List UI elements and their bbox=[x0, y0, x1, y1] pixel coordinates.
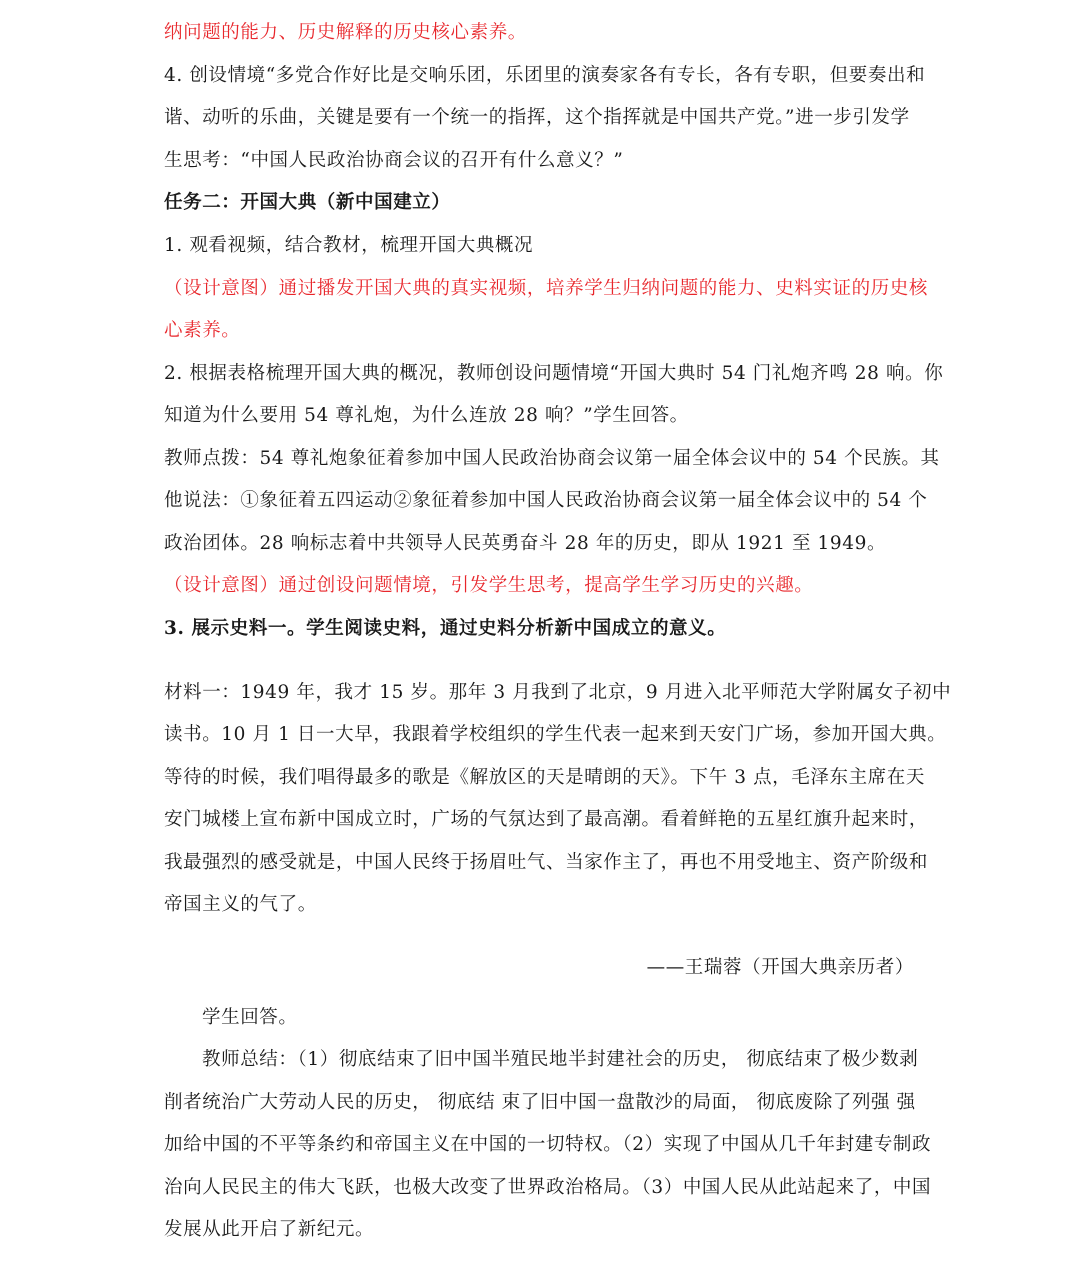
material-1-line-1: 材料一：1949 年，我才 15 岁。那年 3 月我到了北京，9 月进入北平师范大学附属女子初中 bbox=[164, 682, 952, 703]
material-1-line-5: 我最强烈的感受就是，中国人民终于扬眉吐气、当家作主了，再也不用受地主、资产阶级和 bbox=[164, 852, 929, 873]
teacher-summary-line-3: 加给中国的不平等条约和帝国主义在中国的一切特权。（2）实现了中国从几千年封建专制政 bbox=[164, 1134, 932, 1155]
material-1-line-3: 等待的时候，我们唱得最多的歌是《解放区的天是晴朗的天》。下午 3 点，毛泽东主席在天 bbox=[164, 767, 925, 788]
step-2-line-2: 知道为什么要用 54 尊礼炮，为什么连放 28 响？”学生回答。 bbox=[164, 405, 689, 426]
step-4-line-1: 4. 创设情境“多党合作好比是交响乐团，乐团里的演奏家各有专长，各有专职，但要奏出和 bbox=[164, 65, 926, 86]
design-intent-1-line-1: （设计意图）通过播发开国大典的真实视频，培养学生归纳问题的能力、史料实证的历史核 bbox=[164, 278, 929, 299]
step-4-line-2: 谐、动听的乐曲，关键是要有一个统一的指挥，这个指挥就是中国共产党。”进一步引发学 bbox=[164, 107, 910, 128]
material-1-line-2: 读书。10 月 1 日一大早，我跟着学校组织的学生代表一起来到天安门广场，参加开国大典。 bbox=[164, 724, 947, 745]
material-1-line-4: 安门城楼上宣布新中国成立时，广场的气氛达到了最高潮。看着鲜艳的五星红旗升起来时， bbox=[164, 809, 929, 830]
teacher-hint-line-1: 教师点拨：54 尊礼炮象征着参加中国人民政治协商会议第一届全体会议中的 54 个民族。其 bbox=[164, 448, 940, 469]
task-2-heading: 任务二：开国大典（新中国建立） bbox=[164, 192, 451, 213]
step-2-line-1: 2. 根据表格梳理开国大典的概况，教师创设问题情境“开国大典时 54 门礼炮齐鸣 28 响。你 bbox=[164, 363, 944, 384]
material-1-line-6: 帝国主义的气了。 bbox=[164, 894, 317, 915]
teacher-summary-line-4: 治向人民民主的伟大飞跃，也极大改变了世界政治格局。（3）中国人民从此站起来了，中国 bbox=[164, 1177, 932, 1198]
teacher-summary-line-1: 教师总结：（1）彻底结束了旧中国半殖民地半封建社会的历史， 彻底结束了极少数剥 bbox=[202, 1049, 919, 1070]
material-1-attribution: ——王瑞蓉（开国大典亲历者） bbox=[646, 957, 914, 978]
design-intent-continuation: 纳问题的能力、历史解释的历史核心素养。 bbox=[164, 22, 527, 43]
step-1-text: 1. 观看视频，结合教材，梳理开国大典概况 bbox=[164, 235, 534, 256]
teacher-summary-line-2: 削者统治广大劳动人民的历史， 彻底结 束了旧中国一盘散沙的局面， 彻底废除了列强 强 bbox=[164, 1092, 916, 1113]
teacher-summary-line-5: 发展从此开启了新纪元。 bbox=[164, 1219, 375, 1240]
design-intent-2: （设计意图）通过创设问题情境，引发学生思考，提高学生学习历史的兴趣。 bbox=[164, 575, 814, 596]
design-intent-1-line-2: 心素养。 bbox=[164, 320, 241, 341]
students-answer: 学生回答。 bbox=[202, 1007, 298, 1028]
step-3-heading: 3. 展示史料一。学生阅读史料，通过史料分析新中国成立的意义。 bbox=[164, 618, 727, 639]
teacher-hint-line-2: 他说法：①象征着五四运动②象征着参加中国人民政治协商会议第一届全体会议中的 54 个 bbox=[164, 490, 928, 511]
step-4-line-3: 生思考：“中国人民政治协商会议的召开有什么意义？” bbox=[164, 150, 624, 171]
teacher-hint-line-3: 政治团体。28 响标志着中共领导人民英勇奋斗 28 年的历史，即从 1921 至 1949。 bbox=[164, 533, 887, 554]
